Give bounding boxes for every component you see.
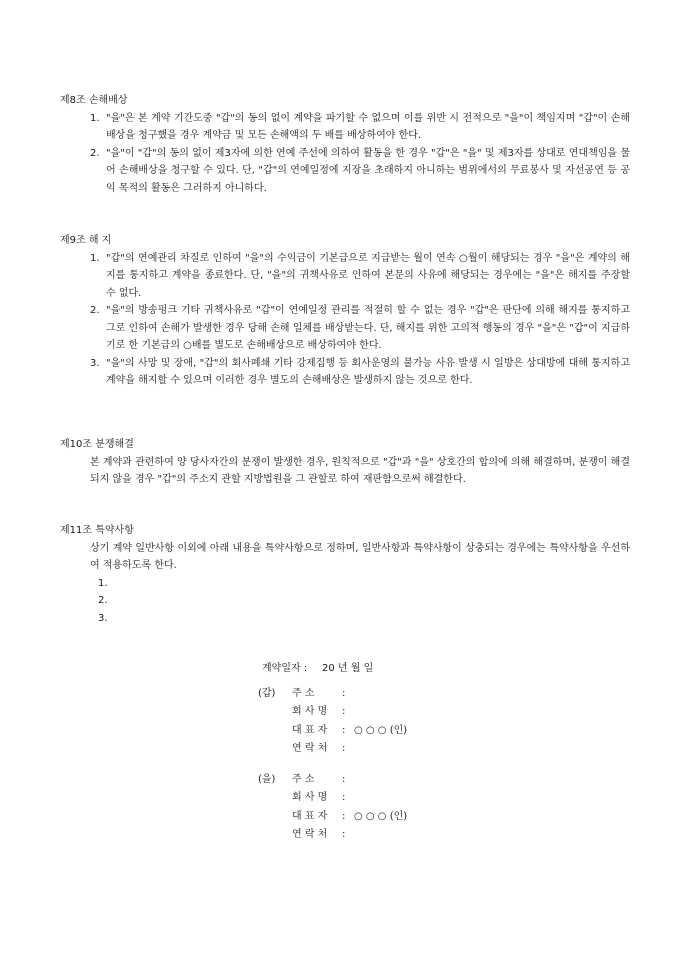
list-item: 1. [98, 577, 108, 589]
article-11 [60, 522, 630, 627]
article-8-list [60, 110, 630, 198]
party-b-representative-row: 대 표 자 : ○ ○ ○ (인) [258, 808, 558, 827]
list-item: 3. [98, 612, 108, 624]
party-b-address-row: (을) 주 소 : [258, 771, 558, 790]
list-item: 1. "을"은 본 계약 기간도중 "갑"의 동의 없이 계약을 파기할 수 없으며 이를 위반 시 전적으로 "을"이 책임지며 "갑"이 손해배상을 청구했을 경우 계약금 및 모든 손해액의 두 배를 배상하여야 한다. [90, 112, 630, 141]
party-b-contact-row: 연 락 처 : [292, 829, 346, 840]
party-b-seal: ○ ○ ○ (인) [354, 810, 408, 822]
article-10-body: 본 계약과 관련하여 양 당사자간의 분쟁이 발생한 경우, 원칙적으로 "갑"과 "을" 상호간의 합의에 의해 해결하며, 분쟁이 해결되지 않을 경우 "갑"의 주소지 관할 지방법원을 그 관할로 하여 재판함으로써 해결한다. [90, 456, 630, 485]
article-8-title: 제8조 손해배상 [60, 95, 128, 106]
article-11-title: 제11조 특약사항 [60, 525, 134, 536]
article-10 [60, 436, 630, 489]
contract-date-row [258, 660, 558, 679]
article-10-title: 제10조 분쟁해결 [60, 439, 134, 450]
party-b-company-row: 회 사 명 : [292, 792, 346, 803]
list-item: 2. [98, 595, 108, 606]
list-item: 2. "을"이 "갑"의 동의 없이 제3자에 의한 연예 주선에 의하여 활동을 한 경우 "갑"은 "을" 및 제3자를 상대로 연대책임을 물어 손해배상을 청구할 수 있다. 단, "갑"의 연예일정에 지장을 초래하지 아니하는 범위에서의 무료봉사 및 자선공연 등 공익 목적의 활동은 그러하지 아니하다. [90, 147, 630, 194]
article-9 [60, 232, 630, 390]
party-a-company-row: 회 사 명 : [292, 706, 346, 717]
article-9-title: 제9조 해 지 [60, 235, 112, 246]
party-a-representative-row: 대 표 자 : ○ ○ ○ (인) [258, 722, 558, 741]
contract-date-value: 20 년 월 일 [322, 663, 374, 674]
article-9-list [60, 250, 630, 390]
party-a-contact-row: 연 락 처 : [292, 743, 346, 754]
list-item: 3. "을"의 사망 및 장애, "갑"의 회사폐쇄 기타 강제집행 등 회사운영의 불가능 사유 발생 시 일방은 상대방에 대해 통지하고 계약을 해지할 수 있으며 이러한 경우 별도의 손해배상은 발생하지 않는 것으로 한다. [90, 357, 630, 386]
party-a-seal: ○ ○ ○ (인) [354, 724, 408, 736]
party-b-label: (을) [258, 773, 276, 785]
list-item: 1. "갑"의 연예관리 차질로 인하여 "을"의 수익금이 기본급으로 지급받는 월이 연속 ○월이 해당되는 경우 "을"은 계약의 해지를 통지하고 계약을 종료한다. 단, "을"의 귀책사유로 인하여 본문의 사유에 해당되는 경우에는 "을"은 해지를 주장할 수 없다. [90, 252, 630, 299]
party-a-label: (갑) [258, 687, 276, 699]
list-item: 2. "을"의 방송펑크 기타 귀책사유로 "갑"이 연예일정 관리를 적절히 할 수 없는 경우 "갑"은 판단에 의해 해지를 통지하고 그로 인하여 손해가 발생한 경우 당해 손해 일체를 배상받는다. 단, 해지를 위한 고의적 행동의 경우 "을"은 "갑"이 지급하기로 한 기본급의 ○배를 별도로 손해배상으로 배상하여야 한다. [90, 305, 630, 351]
article-8 [60, 92, 630, 197]
signature-block [258, 660, 558, 845]
party-a-address-row: (갑) 주 소 : [258, 685, 558, 704]
article-11-body: 상기 계약 일반사항 이외에 아래 내용을 특약사항으로 정하며, 일반사항과 특약사항이 상충되는 경우에는 특약사항을 우선하여 적용하도록 한다. [90, 542, 630, 571]
contract-date-label: 계약일자 : [262, 663, 308, 674]
